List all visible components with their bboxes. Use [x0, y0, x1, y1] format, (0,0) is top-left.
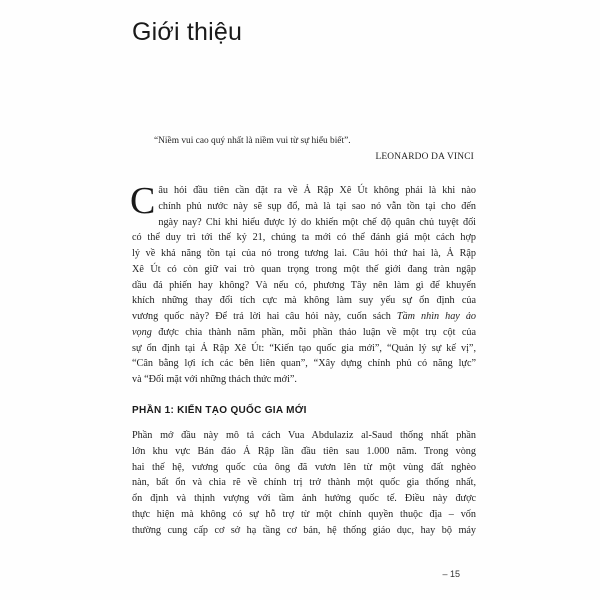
- epigraph: [154, 133, 474, 165]
- text-line: ngày nay? Chỉ khi hiểu được lý do khiến một chế độ quân chủ tuyệt đối: [158, 216, 476, 228]
- text-line: thực hiện mà không có sự hỗ trợ từ một chính quyền thuộc địa – vốn: [132, 508, 476, 520]
- section-heading: PHẦN 1: KIẾN TẠO QUỐC GIA MỚI: [132, 405, 307, 416]
- text-line: có thể duy trì tới thế kỷ 21, chúng ta mới có thể đánh giá một cách hợp: [132, 232, 476, 244]
- text-line: sự ổn định tại Ả Rập Xê Út: “Kiến tạo quốc gia mới”, “Quản lý sự kế vị”,: [132, 342, 476, 354]
- text-line: “Cân bằng lợi ích các bên liên quan”, “Xây dựng chính phủ có năng lực”: [132, 358, 476, 370]
- text-line: dầu đá phiến hay không? Và nếu có, phương Tây nên làm gì để khuyến: [132, 279, 476, 291]
- text-line: [132, 309, 476, 325]
- page-number: – 15: [442, 569, 460, 579]
- section1-paragraph: [132, 428, 476, 538]
- book-title-cont: vọng: [132, 326, 152, 338]
- page-title: Giới thiệu: [132, 18, 243, 46]
- text-line: lý về khả năng tồn tại của nó trong tương lai. Câu hỏi thứ hai là, Ả Rập: [132, 248, 476, 259]
- text-line: và “Đối mặt với những thách thức mới”.: [132, 374, 297, 385]
- text-line: nàn, bất ổn và chia rẽ về chính trị trở thành một quốc gia thống nhất,: [132, 477, 476, 489]
- text-line: lớn khu vực Bán đảo Ả Rập lần đầu tiên sau 1.000 năm. Trong vòng: [132, 445, 476, 457]
- epigraph-quote: “Niềm vui cao quý nhất là niềm vui từ sự hiểu biết”.: [154, 136, 351, 146]
- text-segment: vương quốc này? Để trả lời hai câu hỏi này, cuốn sách: [132, 311, 397, 322]
- intro-paragraph: [130, 180, 477, 388]
- text-line: thường cung cấp cơ sở hạ tầng cơ bản, hệ thống giáo dục, hay bộ máy: [132, 524, 476, 536]
- text-line: âu hỏi đầu tiên cần đặt ra về Ả Rập Xê Út không phải là khi nào: [158, 185, 476, 196]
- text-line: [132, 325, 476, 341]
- text-line: Phần mở đầu này mô tả cách Vua Abdulaziz al-Saud thống nhất phần: [132, 430, 476, 441]
- book-title: Tầm nhìn hay ảo: [396, 311, 477, 322]
- text-line: chính phủ nước này sẽ sụp đổ, mà là tại sao nó vẫn tồn tại cho đến: [158, 200, 476, 212]
- text-line: ổn định và thịnh vượng với tầm ảnh hưởng quốc tế. Điều này được: [132, 493, 476, 504]
- epigraph-author: LEONARDO DA VINCI: [375, 152, 474, 162]
- text-line: khích những thay đổi tích cực mà không làm suy yếu sự ổn định của: [132, 295, 476, 307]
- text-segment: được chia thành năm phần, mỗi phần thảo luận về một trụ cột của: [158, 326, 477, 338]
- drop-cap: C: [130, 180, 156, 222]
- text-line: hai thế hệ, vương quốc của ông đã vươn lên từ một vùng đất nghèo: [132, 461, 476, 473]
- text-line: Xê Út có còn giữ vai trò quan trọng trong một thế giới đang tràn ngập: [132, 263, 476, 275]
